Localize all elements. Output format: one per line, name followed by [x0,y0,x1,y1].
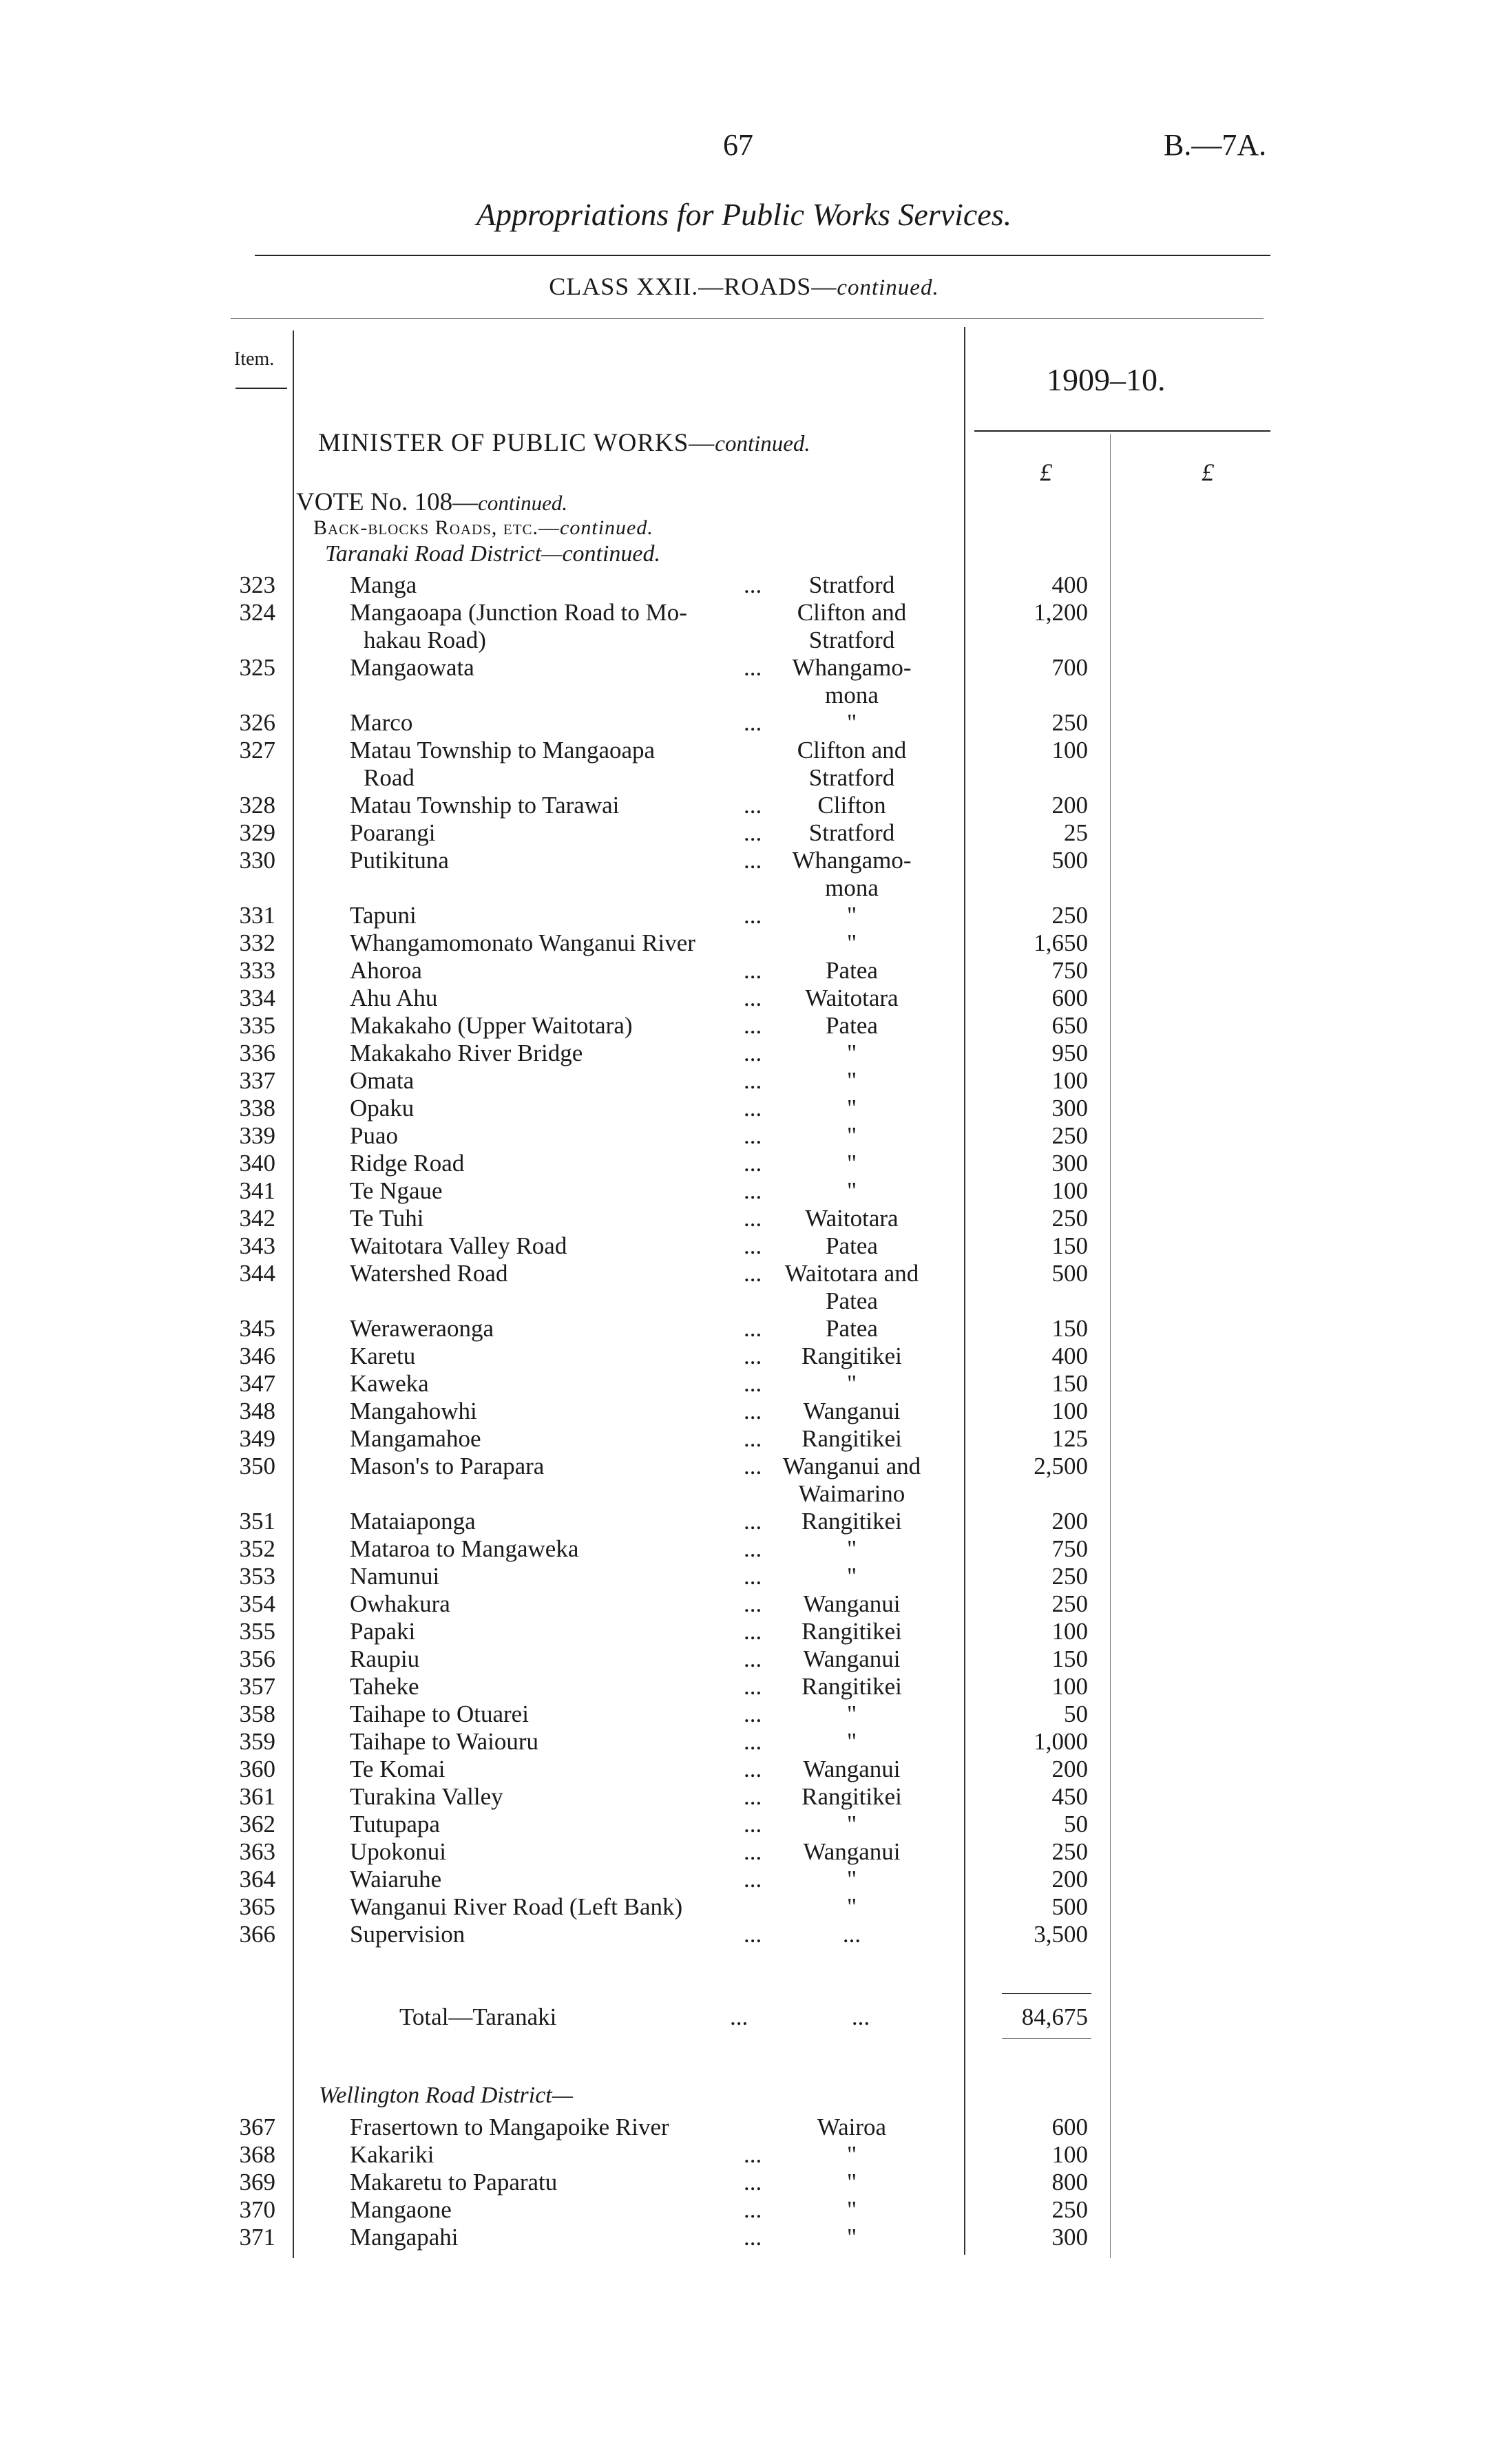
amount: 150 [1051,1232,1088,1259]
location: " [846,709,857,736]
item-number: 332 [239,929,275,956]
item-number: 342 [239,1205,275,1232]
item-number: 349 [239,1425,275,1452]
location: Wanganui [803,1645,901,1672]
leader-dots: ... [744,1921,762,1948]
amount: 125 [1051,1425,1088,1452]
amount: 100 [1051,1067,1088,1094]
item-number: 369 [239,2169,275,2196]
item-number: 358 [239,1700,275,1727]
location: Waitotara [805,984,899,1011]
item-number: 334 [239,984,275,1011]
item-number: 350 [239,1453,275,1480]
road-name: Makakaho River Bridge [350,1040,583,1066]
amount: 450 [1051,1783,1088,1810]
total-rule-top [1002,1993,1091,1994]
page-reference: B.—7A. [1164,128,1267,162]
amount: 650 [1051,1012,1088,1039]
leader-dots: ... [744,1700,762,1727]
location: mona [825,682,879,708]
road-name: Papaki [350,1618,416,1645]
location: " [846,1067,857,1094]
amount: 500 [1051,847,1088,874]
location: Rangitikei [801,1618,902,1645]
road-name: Watershed Road [350,1260,508,1287]
location: Patea [826,1315,878,1342]
amount: 3,500 [1034,1921,1088,1948]
item-number: 360 [239,1756,275,1782]
item-number: 330 [239,847,275,874]
leader-dots: ... [744,1370,762,1397]
amount: 1,650 [1034,929,1088,956]
leader-dots: ... [744,1067,762,1094]
road-name: Weraweraonga [350,1315,494,1342]
amount: 100 [1051,2141,1088,2168]
leader-dots: ... [744,1177,762,1204]
road-name: Te Tuhi [350,1205,424,1232]
road-name: Supervision [350,1921,465,1948]
road-name: Mataiaponga [350,1508,476,1535]
item-number: 344 [239,1260,275,1287]
amount: 800 [1051,2169,1088,2196]
road-name: Waitotara Valley Road [350,1232,567,1259]
backblocks-heading-suffix: continued. [560,516,653,539]
location: Patea [826,1012,878,1039]
leader-dots: ... [744,1012,762,1039]
leader-dots: ... [744,1425,762,1452]
minister-heading-suffix: continued. [715,432,810,456]
amount: 200 [1051,792,1088,819]
item-number: 325 [239,654,275,681]
location: " [846,1040,857,1066]
minister-heading-text: MINISTER OF PUBLIC WORKS— [318,429,715,457]
leader-dots: ... [744,1342,762,1369]
year-header-rule [974,430,1270,432]
total-rule-bottom [1002,2038,1091,2039]
road-name: Mangaowata [350,654,474,681]
currency-symbol-2: £ [1202,459,1214,486]
item-number: 339 [239,1122,275,1149]
vote-heading [296,487,567,517]
road-name: Namunui [350,1563,440,1590]
item-number: 337 [239,1067,275,1094]
leader-dots: ... [744,792,762,819]
item-number: 367 [239,2114,275,2140]
leader-dots: ... [744,847,762,874]
location: " [846,1095,857,1122]
road-name: Upokonui [350,1838,446,1865]
item-number: 356 [239,1645,275,1672]
location: Wairoa [817,2114,887,2140]
location: Rangitikei [801,1673,902,1700]
leader-dots: ... [744,571,762,598]
road-name: Whangamomonato Wanganui River [350,929,695,956]
road-name: Kakariki [350,2141,434,2168]
item-number: 336 [239,1040,275,1066]
leader-dots: ... [744,1205,762,1232]
amount: 300 [1051,1095,1088,1122]
location: " [846,902,857,929]
location: Patea [826,957,878,984]
location: Patea [826,1232,878,1259]
item-number: 348 [239,1398,275,1424]
item-number: 328 [239,792,275,819]
wellington-district-heading: Wellington Road District— [319,2083,573,2108]
item-number: 371 [239,2224,275,2251]
amount: 950 [1051,1040,1088,1066]
item-number: 366 [239,1921,275,1948]
location: ... [842,1921,861,1948]
leader-dots: ... [744,2196,762,2223]
location: " [846,1177,857,1204]
location: Wanganui [803,1756,901,1782]
leader-dots: ... [744,1232,762,1259]
class-heading-text: CLASS XXII.—ROADS— [549,273,837,300]
location: Stratford [808,819,895,846]
road-name: Karetu [350,1342,416,1369]
location: Clifton and [797,599,907,626]
location: Waitotara and [784,1260,919,1287]
item-number: 351 [239,1508,275,1535]
leader-dots: ... [744,819,762,846]
leader-dots: ... [744,1260,762,1287]
road-name: Ridge Road [350,1150,465,1177]
road-name: Puao [350,1122,398,1149]
taranaki-district-heading: Taranaki Road District—continued. [325,541,661,567]
location: Rangitikei [801,1425,902,1452]
amount: 150 [1051,1315,1088,1342]
item-number: 324 [239,599,275,626]
amount: 600 [1051,984,1088,1011]
item-number: 327 [239,737,275,764]
amount: 1,000 [1034,1728,1088,1755]
location: Clifton [817,792,886,819]
location: Waimarino [798,1480,905,1507]
amount: 250 [1051,902,1088,929]
road-name: Marco [350,709,413,736]
location: " [846,1866,857,1893]
amount: 100 [1051,1673,1088,1700]
item-number: 363 [239,1838,275,1865]
road-name: Road [364,764,415,791]
item-number: 345 [239,1315,275,1342]
heading-rule [231,318,1264,319]
leader-dots: ... [744,654,762,681]
amount: 400 [1051,571,1088,598]
location: Rangitikei [801,1783,902,1810]
leader-dots: ... [744,2169,762,2196]
amount: 600 [1051,2114,1088,2140]
road-name: Manga [350,571,417,598]
location: Clifton and [797,737,907,764]
total-amount: 84,675 [1021,2003,1088,2030]
location: " [846,2196,857,2223]
road-name: Taihape to Otuarei [350,1700,529,1727]
leader-dots: ... [744,902,762,929]
amount: 750 [1051,1535,1088,1562]
road-name: Mangaoapa (Junction Road to Mo- [350,599,687,626]
location: Wanganui and [782,1453,921,1480]
location: Whangamo- [792,847,912,874]
item-number: 353 [239,1563,275,1590]
location: Wanganui [803,1838,901,1865]
leader-dots: ... [744,1618,762,1645]
road-name: Ahoroa [350,957,422,984]
item-number: 352 [239,1535,275,1562]
road-name: Taheke [350,1673,419,1700]
leader-dots: ... [744,1728,762,1755]
leader-dots: ... [744,1811,762,1838]
class-heading-suffix: continued. [837,275,939,300]
amount: 200 [1051,1756,1088,1782]
leader-dots: ... [744,709,762,736]
item-number: 335 [239,1012,275,1039]
road-name: Omata [350,1067,415,1094]
road-name: Matau Township to Mangaoapa [350,737,656,764]
leader-dots: ... [744,1563,762,1590]
amount: 750 [1051,957,1088,984]
amount: 400 [1051,1342,1088,1369]
amount: 2,500 [1034,1453,1088,1480]
road-name: Mangaone [350,2196,452,2223]
leader-dots: ... [744,1838,762,1865]
road-name: Frasertown to Mangapoike River [350,2114,669,2140]
leader-dots: ... [744,1590,762,1617]
item-number: 362 [239,1811,275,1838]
vote-heading-suffix: continued. [478,491,568,515]
location: Rangitikei [801,1508,902,1535]
column-divider-item [293,330,294,2258]
road-name: Tutupapa [350,1811,440,1838]
road-name: Mason's to Parapara [350,1453,545,1480]
leader-dots: ... [744,1095,762,1122]
page-title: Appropriations for Public Works Services. [476,197,1012,232]
amount: 1,200 [1034,599,1088,626]
road-name: Wanganui River Road (Left Bank) [350,1893,683,1920]
location: Patea [826,1287,878,1314]
amount: 250 [1051,1205,1088,1232]
location: " [846,1150,857,1177]
column-divider-amount [1110,434,1111,2258]
amount: 250 [1051,1563,1088,1590]
item-number: 346 [239,1342,275,1369]
amount: 200 [1051,1866,1088,1893]
road-name: Opaku [350,1095,415,1122]
location: Wanganui [803,1398,901,1424]
road-name: Makaretu to Paparatu [350,2169,558,2196]
amount: 250 [1051,709,1088,736]
leader-dots: ... [744,2224,762,2251]
item-number: 343 [239,1232,275,1259]
leader-dots: ... [744,1535,762,1562]
amount: 700 [1051,654,1088,681]
item-column-header: Item. [234,348,275,370]
leader-dots: ... [744,1508,762,1535]
class-heading [0,272,1488,301]
road-name: Poarangi [350,819,436,846]
leader-dots: ... [744,1783,762,1810]
item-header-rule [235,388,287,389]
location: Stratford [808,571,895,598]
road-name: Mangamahoe [350,1425,481,1452]
amount: 100 [1051,1398,1088,1424]
amount: 100 [1051,737,1088,764]
amount: 25 [1064,819,1088,846]
item-number: 329 [239,819,275,846]
location: mona [825,874,879,901]
location: Rangitikei [801,1342,902,1369]
leader-dots: ... [744,1645,762,1672]
item-number: 340 [239,1150,275,1177]
location: " [846,1811,857,1838]
item-number: 361 [239,1783,275,1810]
item-number: 338 [239,1095,275,1122]
location: " [846,2224,857,2251]
leader-dots: ... [744,957,762,984]
road-name: Putikituna [350,847,449,874]
amount: 250 [1051,1590,1088,1617]
location: " [846,1563,857,1590]
location: Stratford [808,626,895,653]
road-name: Owhakura [350,1590,450,1617]
road-name: Kaweka [350,1370,429,1397]
leader-dots: ... [744,1315,762,1342]
item-number: 326 [239,709,275,736]
leader-dots: ... [744,984,762,1011]
item-number: 359 [239,1728,275,1755]
road-name: hakau Road) [364,626,486,653]
item-number: 370 [239,2196,275,2223]
leader-dots: ... [744,1398,762,1424]
amount: 100 [1051,1618,1088,1645]
amount: 100 [1051,1177,1088,1204]
year-header: 1909–10. [1047,362,1166,397]
currency-symbol-1: £ [1040,459,1052,486]
road-name: Mataroa to Mangaweka [350,1535,579,1562]
amount: 250 [1051,2196,1088,2223]
road-name: Mangapahi [350,2224,459,2251]
road-name: Ahu Ahu [350,984,438,1011]
leader-dots: ... [744,2141,762,2168]
location: " [846,1370,857,1397]
road-name: Mangahowhi [350,1398,477,1424]
item-number: 357 [239,1673,275,1700]
item-number: 354 [239,1590,275,1617]
amount: 250 [1051,1122,1088,1149]
location: " [846,1728,857,1755]
location: Wanganui [803,1590,901,1617]
item-number: 323 [239,571,275,598]
amount: 50 [1064,1700,1088,1727]
location: " [846,929,857,956]
item-number: 355 [239,1618,275,1645]
location: Waitotara [805,1205,899,1232]
total-label: Total—Taranaki [399,2003,557,2030]
road-name: Te Ngaue [350,1177,443,1204]
amount: 200 [1051,1508,1088,1535]
leader-dots: ... [744,1673,762,1700]
item-number: 341 [239,1177,275,1204]
location: " [846,2141,857,2168]
amount: 300 [1051,1150,1088,1177]
amount: 250 [1051,1838,1088,1865]
location: " [846,1122,857,1149]
location: " [846,1893,857,1920]
title-rule [255,255,1270,256]
backblocks-heading-text: Back-blocks Roads, etc.— [313,516,560,539]
road-name: Matau Township to Tarawai [350,792,620,819]
road-name: Tapuni [350,902,417,929]
page-number: 67 [723,128,753,162]
location: " [846,1535,857,1562]
location: Whangamo- [792,654,912,681]
total-location: ... [851,2003,870,2030]
amount: 300 [1051,2224,1088,2251]
leader-dots: ... [744,1040,762,1066]
item-number: 365 [239,1893,275,1920]
amount: 50 [1064,1811,1088,1838]
amount: 150 [1051,1370,1088,1397]
item-number: 347 [239,1370,275,1397]
amount: 500 [1051,1260,1088,1287]
road-name: Te Komai [350,1756,446,1782]
road-name: Raupiu [350,1645,420,1672]
minister-heading [318,428,810,458]
backblocks-heading [313,516,653,540]
item-number: 368 [239,2141,275,2168]
amount: 150 [1051,1645,1088,1672]
leader-dots: ... [744,1866,762,1893]
item-number: 364 [239,1866,275,1893]
item-number: 333 [239,957,275,984]
leader-dots: ... [744,1756,762,1782]
amount: 500 [1051,1893,1088,1920]
location: Stratford [808,764,895,791]
leader-dots: ... [744,1150,762,1177]
leader-dots: ... [744,1122,762,1149]
total-dots: ... [730,2003,748,2030]
vote-heading-text: VOTE No. 108— [296,488,479,516]
road-name: Makakaho (Upper Waitotara) [350,1012,633,1039]
road-name: Turakina Valley [350,1783,503,1810]
leader-dots: ... [744,1453,762,1480]
item-number: 331 [239,902,275,929]
location: " [846,1700,857,1727]
road-name: Waiaruhe [350,1866,442,1893]
road-name: Taihape to Waiouru [350,1728,539,1755]
location: " [846,2169,857,2196]
